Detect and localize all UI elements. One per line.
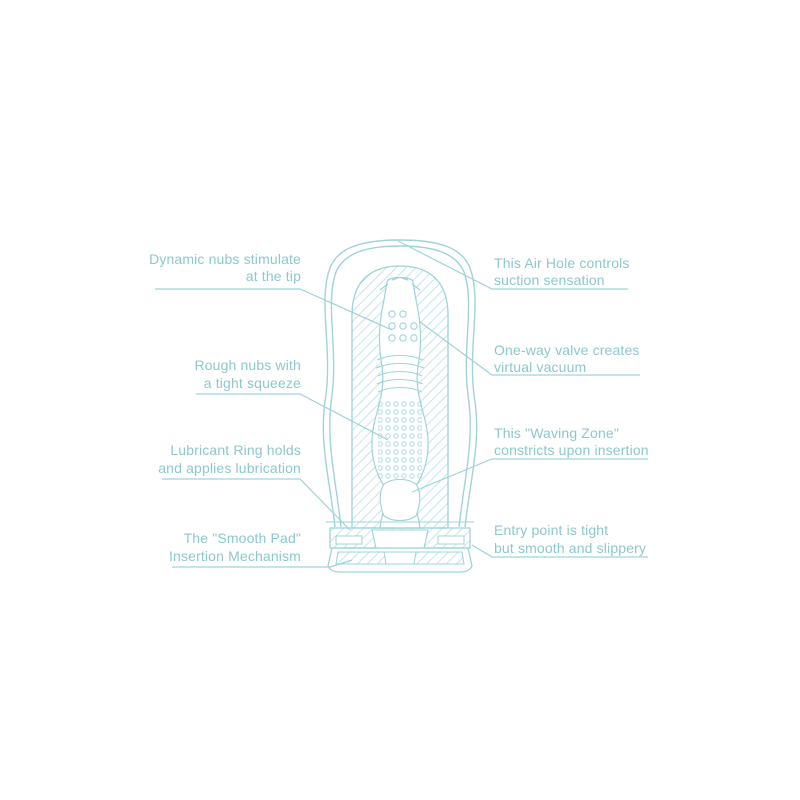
- leader-line-lubricant-ring: [162, 479, 350, 530]
- label-air-hole-line2: suction sensation: [494, 272, 605, 288]
- label-smooth-pad-line1: The "Smooth Pad": [183, 530, 301, 546]
- inner-sleeve: [352, 266, 448, 528]
- label-waving-zone-line1: This "Waving Zone": [494, 425, 619, 441]
- label-one-way-valve-line2: virtual vacuum: [494, 359, 587, 375]
- label-waving-zone-line2: constricts upon insertion: [494, 442, 649, 458]
- label-dynamic-nubs-line1: Dynamic nubs stimulate: [149, 251, 301, 267]
- label-rough-nubs-line2: a tight squeeze: [203, 375, 301, 391]
- label-rough-nubs-line1: Rough nubs with: [194, 357, 301, 373]
- label-smooth-pad-line2: Insertion Mechanism: [168, 548, 301, 564]
- label-lubricant-ring-line1: Lubricant Ring holds: [170, 442, 301, 458]
- label-entry-point-line2: but smooth and slippery: [494, 540, 647, 556]
- label-entry-point-line1: Entry point is tight: [494, 522, 609, 538]
- label-lubricant-ring-line2: and applies lubrication: [158, 460, 301, 476]
- label-air-hole-line1: This Air Hole controls: [494, 255, 630, 271]
- base-assembly: [326, 522, 474, 572]
- label-one-way-valve-line1: One-way valve creates: [494, 342, 640, 358]
- label-dynamic-nubs-line2: at the tip: [245, 268, 301, 284]
